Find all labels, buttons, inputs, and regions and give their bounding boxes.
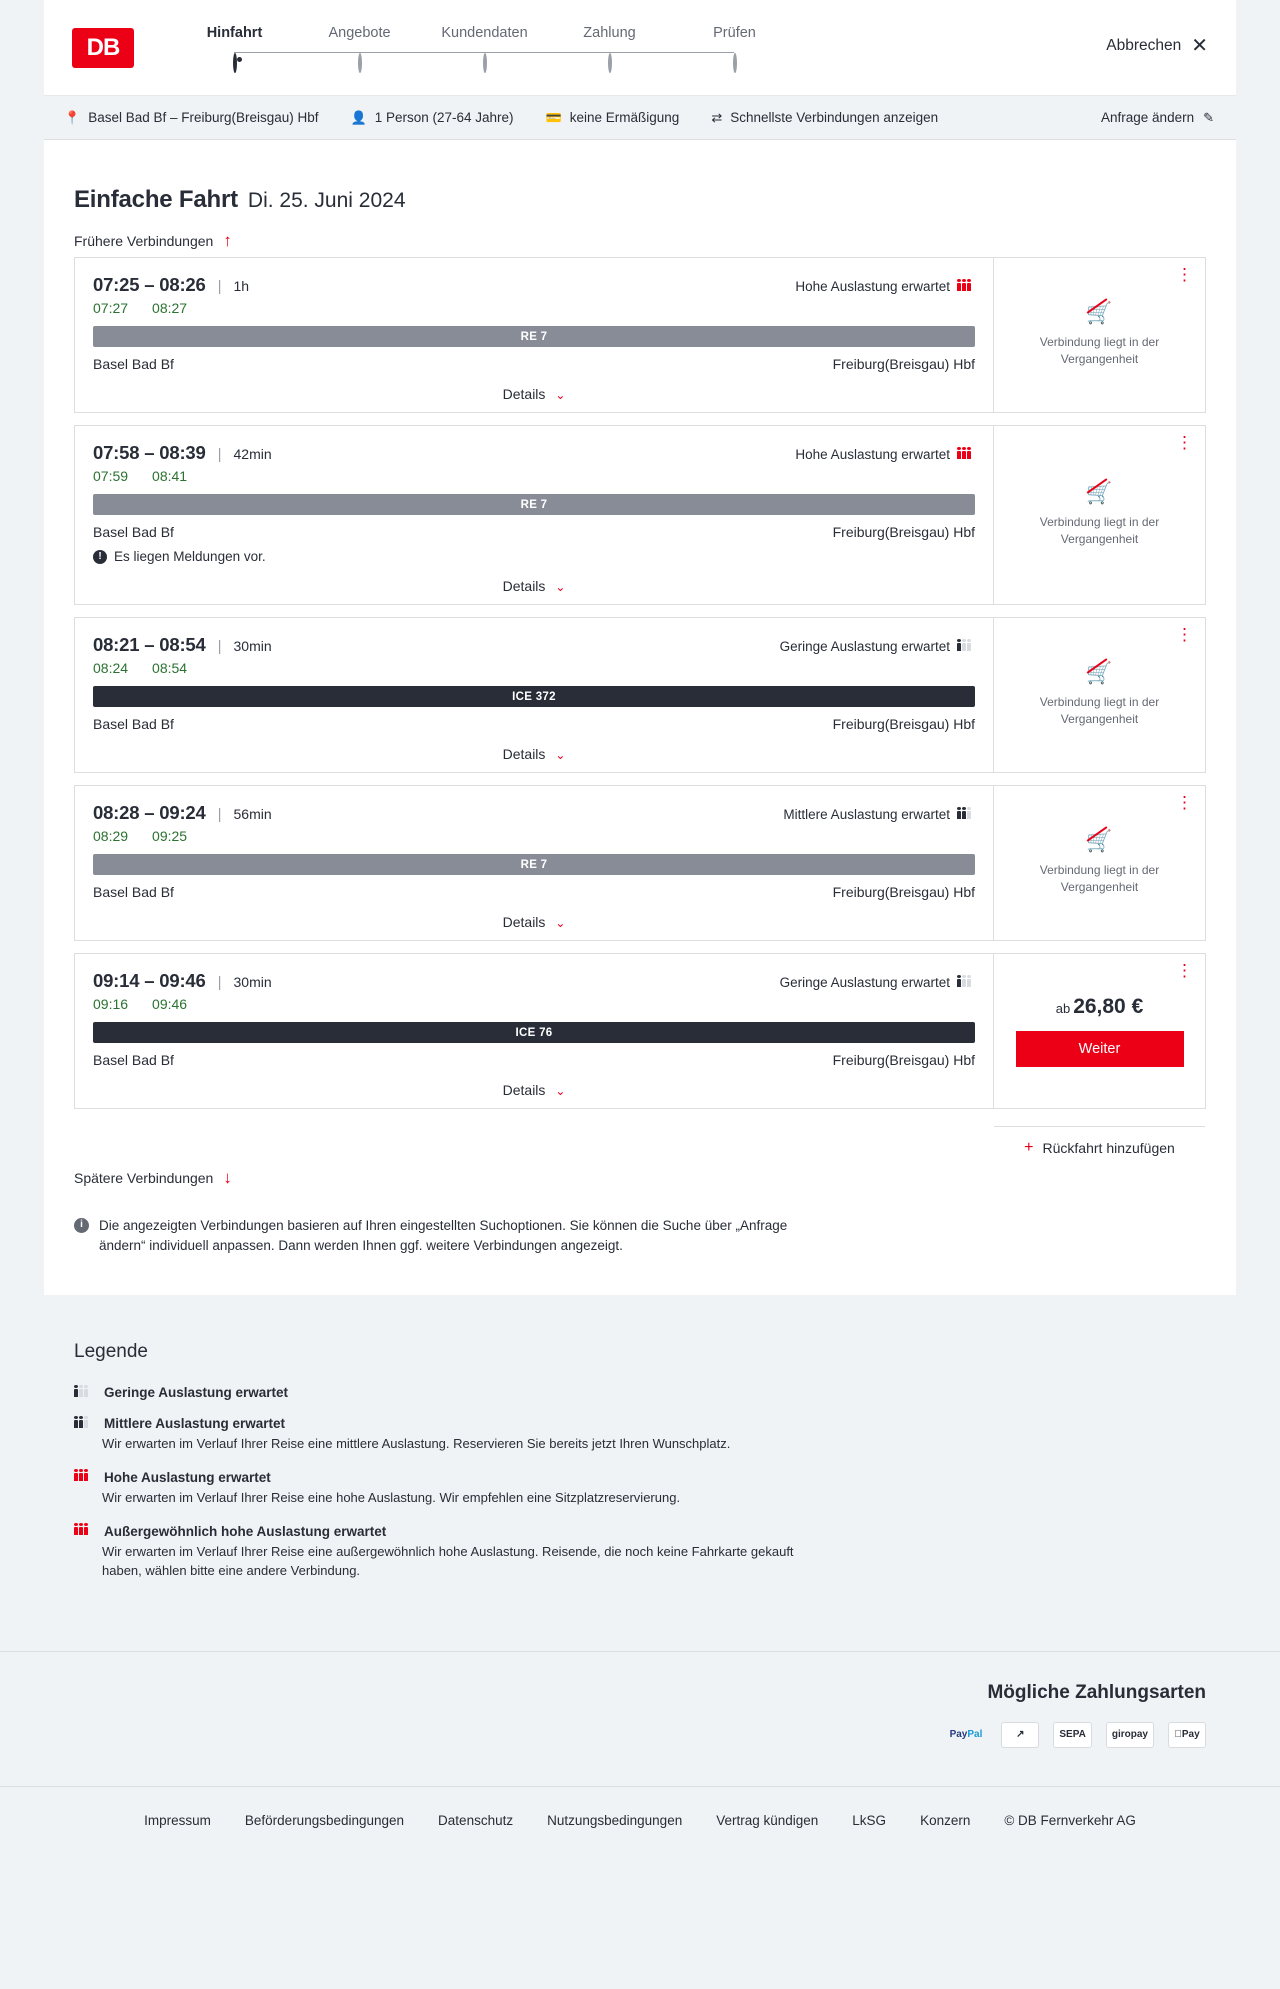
- occupancy-label: Mittlere Auslastung erwartet: [783, 807, 950, 822]
- cart-disabled-icon: 🛒: [1086, 831, 1112, 852]
- occupancy-label: Hohe Auslastung erwartet: [795, 279, 950, 294]
- location-pin-icon: 📍: [64, 109, 81, 125]
- page-title: [44, 186, 1236, 214]
- later-label: Spätere Verbindungen: [74, 1169, 214, 1186]
- legend-item-low: [74, 1385, 1206, 1400]
- legend-description: Wir erwarten im Verlauf Ihrer Reise eine hohe Auslastung. Wir empfehlen eine Sitzplatzreservierung.: [102, 1489, 681, 1505]
- connection-message: [93, 549, 975, 564]
- occupancy-indicator: [780, 975, 975, 990]
- footer-link-befoerderungsbedingungen[interactable]: Beförderungsbedingungen: [244, 1812, 405, 1828]
- connection-action: [993, 258, 1205, 412]
- legend-item-very-high: [74, 1524, 1206, 1581]
- connection-times-row: [93, 970, 975, 992]
- realtime-times: [93, 300, 975, 316]
- step-dot-icon: [608, 53, 612, 73]
- connection-duration: 56min: [233, 806, 272, 822]
- connection-duration: 1h: [233, 278, 250, 294]
- connection-row[interactable]: [74, 425, 1206, 605]
- connection-times: 07:58 – 08:39: [93, 442, 206, 463]
- realtime-arrival: 09:25: [152, 828, 188, 844]
- step-dot-icon: [233, 53, 237, 73]
- chevron-down-icon: ⌄: [555, 580, 566, 594]
- origin-station: Basel Bad Bf: [93, 716, 174, 732]
- separator: |: [217, 278, 222, 295]
- destination-station: Freiburg(Breisgau) Hbf: [832, 1052, 975, 1068]
- connection-stations: [93, 524, 975, 540]
- query-route-label: Basel Bad Bf – Freiburg(Breisgau) Hbf: [88, 110, 319, 125]
- footer-link-vertrag-kuendigen[interactable]: Vertrag kündigen: [716, 1812, 819, 1828]
- payment-methods-section: [0, 1651, 1280, 1786]
- occupancy-icon: [957, 811, 975, 819]
- occupancy-indicator: [783, 807, 975, 822]
- cancel-label: Abbrechen: [1106, 37, 1182, 54]
- legend-label: Geringe Auslastung erwartet: [104, 1385, 289, 1401]
- connection-times-row: [93, 802, 975, 824]
- step-dot-icon: [358, 53, 362, 73]
- alert-icon: !: [93, 550, 107, 564]
- origin-station: Basel Bad Bf: [93, 524, 174, 540]
- past-connection-note: Verbindung liegt in der Vergangenheit: [1039, 695, 1160, 726]
- query-passengers-label: 1 Person (27-64 Jahre): [374, 110, 514, 125]
- connection-times: 07:25 – 08:26: [93, 274, 206, 295]
- progress-stepper: [172, 25, 797, 71]
- paypal-icon: Pay Pal: [949, 1729, 983, 1740]
- connection-list: [44, 257, 1236, 1156]
- footer-link-nutzungsbedingungen[interactable]: Nutzungsbedingungen: [547, 1812, 683, 1828]
- connection-times-row: [93, 274, 975, 296]
- sepa-lastschrift-icon: SEPA: [1053, 1722, 1092, 1748]
- legend-description: Wir erwarten im Verlauf Ihrer Reise eine außergewöhnlich hohe Auslastung. Reisende, die noch keine Fahrkarte gekauft haben, wählen bitte eine andere Verbindung.: [102, 1543, 794, 1578]
- occupancy-icon: [957, 283, 975, 291]
- connection-times-row: [93, 442, 975, 464]
- step-pruefen[interactable]: [672, 25, 797, 71]
- connection-action: [993, 786, 1205, 940]
- query-passengers: [351, 110, 514, 126]
- occupancy-label: Geringe Auslastung erwartet: [779, 975, 950, 990]
- occupancy-icon: [957, 979, 975, 987]
- more-options-icon[interactable]: ⋮: [1176, 265, 1193, 284]
- details-label: Details: [502, 1082, 546, 1098]
- legend-label: Außergewöhnlich hohe Auslastung erwartet: [104, 1523, 387, 1539]
- chevron-down-icon: ⌄: [555, 388, 566, 402]
- connection-action: [993, 618, 1205, 772]
- payment-title: Mögliche Zahlungsarten: [987, 1681, 1206, 1703]
- train-badge: RE 7: [93, 326, 975, 347]
- more-options-icon[interactable]: ⋮: [1176, 961, 1193, 980]
- details-label: Details: [502, 914, 546, 930]
- details-toggle[interactable]: [93, 746, 975, 762]
- legend-label: Mittlere Auslastung erwartet: [104, 1416, 286, 1432]
- price-prefix: ab: [1055, 1001, 1071, 1016]
- connection-times: 09:14 – 09:46: [93, 970, 206, 991]
- later-connections-button[interactable]: [44, 1169, 1236, 1186]
- query-discount-label: keine Ermäßigung: [569, 110, 680, 125]
- more-options-icon[interactable]: ⋮: [1176, 625, 1193, 644]
- occupancy-indicator: [780, 639, 975, 654]
- details-label: Details: [502, 386, 546, 402]
- occupancy-indicator: [795, 447, 975, 462]
- step-zahlung[interactable]: [547, 25, 672, 71]
- separator: |: [217, 974, 222, 991]
- realtime-arrival: 09:46: [152, 996, 188, 1012]
- step-label: Kundendaten: [441, 24, 528, 41]
- realtime-departure: 09:16: [93, 996, 129, 1012]
- connection-message-label: Es liegen Meldungen vor.: [114, 549, 266, 564]
- connection-duration: 42min: [233, 446, 272, 462]
- arrow-down-icon: ↓: [223, 1168, 232, 1187]
- bahncard-icon: 💳: [545, 109, 562, 125]
- connection-row[interactable]: [74, 257, 1206, 413]
- step-label: Angebote: [328, 24, 391, 41]
- query-option-label: Schnellste Verbindungen anzeigen: [730, 110, 939, 125]
- train-badge: RE 7: [93, 494, 975, 515]
- occupancy-low-icon: [74, 1389, 92, 1397]
- footer-link-datenschutz[interactable]: Datenschutz: [438, 1812, 514, 1828]
- swap-icon: ⇄: [711, 109, 723, 125]
- more-options-icon[interactable]: ⋮: [1176, 793, 1193, 812]
- cart-disabled-icon: 🛒: [1086, 303, 1112, 324]
- legend-title: Legende: [74, 1341, 148, 1363]
- change-query-label: Anfrage ändern: [1101, 110, 1195, 125]
- separator: |: [217, 806, 222, 823]
- close-icon: ✕: [1191, 35, 1208, 57]
- footer-link-lksg[interactable]: LkSG: [852, 1812, 887, 1828]
- occupancy-medium-icon: [74, 1420, 92, 1428]
- plus-icon: +: [1024, 1139, 1034, 1156]
- realtime-times: [93, 468, 975, 484]
- footer-link-konzern[interactable]: Konzern: [920, 1812, 971, 1828]
- search-info-note: [44, 1216, 824, 1255]
- connection-row[interactable]: [74, 785, 1206, 941]
- legend-description: Wir erwarten im Verlauf Ihrer Reise eine mittlere Auslastung. Reservieren Sie bereits jetzt Ihren Wunschplatz.: [102, 1436, 731, 1452]
- connection-details: [75, 426, 993, 604]
- occupancy-label: Hohe Auslastung erwartet: [795, 447, 950, 462]
- connection-details: [75, 258, 993, 412]
- destination-station: Freiburg(Breisgau) Hbf: [832, 356, 975, 372]
- details-toggle[interactable]: [93, 578, 975, 594]
- realtime-arrival: 08:54: [152, 660, 188, 676]
- origin-station: Basel Bad Bf: [93, 1052, 174, 1068]
- realtime-times: [93, 660, 975, 676]
- info-icon: i: [74, 1218, 89, 1233]
- query-option: [711, 110, 938, 126]
- past-connection-note: Verbindung liegt in der Vergangenheit: [1039, 335, 1160, 366]
- step-label: Hinfahrt: [206, 24, 263, 41]
- add-return-label: Rückfahrt hinzufügen: [1042, 1140, 1175, 1156]
- occupancy-icon: [957, 643, 975, 651]
- realtime-arrival: 08:27: [152, 300, 188, 316]
- chevron-down-icon: ⌄: [555, 748, 566, 762]
- edit-pencil-icon: ✎: [1203, 109, 1214, 125]
- trip-type-title: Einfache Fahrt: [74, 186, 238, 213]
- search-info-text: Die angezeigten Verbindungen basieren auf Ihren eingestellten Suchoptionen. Sie können die Suche über „Anfrage ändern“ individuell anpassen. Dann werden Ihnen ggf. weitere Verbindungen angezeigt.: [99, 1218, 788, 1253]
- sofort-icon: ↗: [1001, 1722, 1039, 1748]
- earlier-connections-button[interactable]: [44, 232, 1236, 249]
- chevron-down-icon: ⌄: [555, 916, 566, 930]
- query-discount: [546, 110, 680, 126]
- giropay-icon: giropay: [1106, 1722, 1154, 1748]
- details-label: Details: [502, 578, 546, 594]
- origin-station: Basel Bad Bf: [93, 356, 174, 372]
- connection-action: [993, 426, 1205, 604]
- db-logo: DB: [72, 28, 134, 68]
- realtime-times: [93, 828, 975, 844]
- more-options-icon[interactable]: ⋮: [1176, 433, 1193, 452]
- results-main: [44, 140, 1236, 1295]
- destination-station: Freiburg(Breisgau) Hbf: [832, 524, 975, 540]
- earlier-label: Frühere Verbindungen: [74, 232, 214, 249]
- step-angebote[interactable]: [297, 25, 422, 71]
- origin-station: Basel Bad Bf: [93, 884, 174, 900]
- realtime-times: [93, 996, 975, 1012]
- connection-row-bookable[interactable]: [74, 953, 1206, 1156]
- legend-item-high: [74, 1470, 1206, 1508]
- legend-item-medium: [74, 1416, 1206, 1454]
- destination-station: Freiburg(Breisgau) Hbf: [832, 716, 975, 732]
- past-connection-note: Verbindung liegt in der Vergangenheit: [1039, 863, 1160, 894]
- connection-row[interactable]: [74, 617, 1206, 773]
- footer-copyright: © DB Fernverkehr AG: [1004, 1812, 1136, 1828]
- occupancy-label: Geringe Auslastung erwartet: [779, 639, 950, 654]
- connection-stations: [93, 356, 975, 372]
- footer-link-impressum[interactable]: Impressum: [144, 1812, 211, 1828]
- legend-section: [0, 1295, 1280, 1650]
- connection-times: 08:28 – 09:24: [93, 802, 206, 823]
- apple-pay-icon: Pay: [1168, 1722, 1206, 1748]
- connection-details: [75, 786, 993, 940]
- connection-duration: 30min: [233, 974, 272, 990]
- details-toggle[interactable]: [93, 386, 975, 402]
- person-icon: 👤: [350, 109, 367, 125]
- price-value: 26,80 €: [1073, 995, 1144, 1018]
- connection-details: [75, 954, 993, 1108]
- connection-booking: [993, 954, 1205, 1156]
- realtime-departure: 07:59: [93, 468, 129, 484]
- train-badge: RE 7: [93, 854, 975, 875]
- add-return-trip-button[interactable]: [994, 1126, 1205, 1156]
- realtime-departure: 08:29: [93, 828, 129, 844]
- trip-date: Di. 25. Juni 2024: [247, 189, 406, 212]
- query-summary-bar: [44, 96, 1236, 140]
- step-dot-icon: [733, 53, 737, 73]
- realtime-departure: 07:27: [93, 300, 129, 316]
- realtime-arrival: 08:41: [152, 468, 188, 484]
- past-connection-note: Verbindung liegt in der Vergangenheit: [1039, 515, 1160, 546]
- cart-disabled-icon: 🛒: [1086, 663, 1112, 684]
- continue-button[interactable]: Weiter: [1016, 1031, 1184, 1067]
- connection-duration: 30min: [233, 638, 272, 654]
- connection-stations: [93, 1052, 975, 1068]
- step-label: Prüfen: [713, 24, 756, 41]
- occupancy-high-icon: [74, 1473, 92, 1481]
- change-query-button[interactable]: [1101, 110, 1214, 126]
- query-route: [64, 110, 319, 126]
- cancel-button[interactable]: [1106, 36, 1208, 56]
- step-label: Zahlung: [583, 24, 636, 41]
- legend-label: Hohe Auslastung erwartet: [104, 1469, 271, 1485]
- details-toggle[interactable]: [93, 914, 975, 930]
- step-dot-icon: [483, 53, 487, 73]
- connection-stations: [93, 716, 975, 732]
- footer: [0, 1786, 1280, 1854]
- app-header: [44, 0, 1236, 96]
- occupancy-icon: [957, 451, 975, 459]
- chevron-down-icon: ⌄: [555, 1084, 566, 1098]
- step-kundendaten[interactable]: [422, 25, 547, 71]
- step-hinfahrt[interactable]: [172, 25, 297, 71]
- occupancy-very-high-icon: [74, 1527, 92, 1535]
- details-label: Details: [502, 746, 546, 762]
- details-toggle[interactable]: [93, 1082, 975, 1098]
- occupancy-indicator: [795, 279, 975, 294]
- arrow-up-icon: ↑: [223, 231, 232, 250]
- connection-times-row: [93, 634, 975, 656]
- separator: |: [217, 638, 222, 655]
- cart-disabled-icon: 🛒: [1086, 483, 1112, 504]
- connection-stations: [93, 884, 975, 900]
- destination-station: Freiburg(Breisgau) Hbf: [832, 884, 975, 900]
- connection-times: 08:21 – 08:54: [93, 634, 206, 655]
- train-badge: ICE 372: [93, 686, 975, 707]
- train-badge: ICE 76: [93, 1022, 975, 1043]
- price-display: [1056, 995, 1144, 1019]
- payment-icon-list: [945, 1722, 1206, 1748]
- realtime-departure: 08:24: [93, 660, 129, 676]
- separator: |: [217, 446, 222, 463]
- connection-details: [75, 618, 993, 772]
